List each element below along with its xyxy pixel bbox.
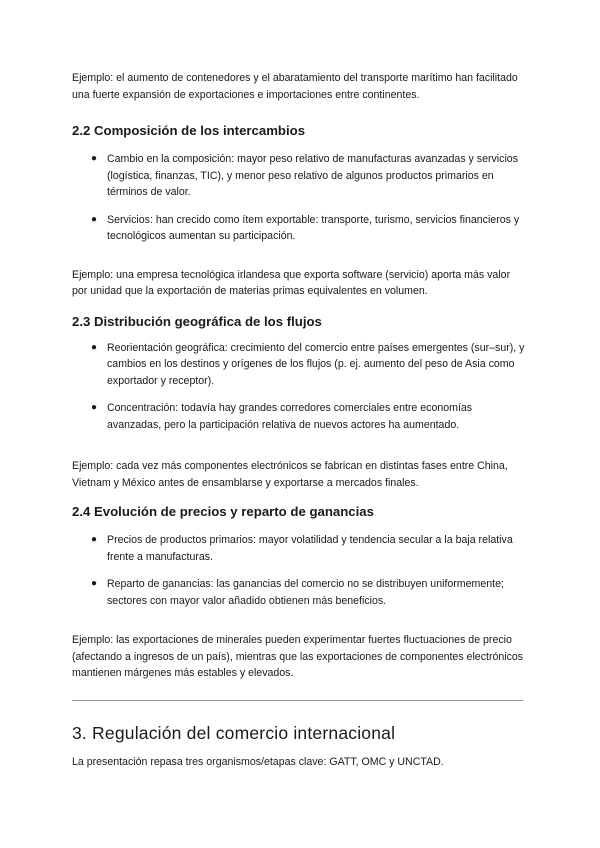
section-3-text: La presentación repasa tres organismos/etapas clave: GATT, OMC y UNCTAD.: [72, 755, 444, 768]
list-item: ● Precios de productos primarios: mayor volatilidad y tendencia secular a la baja relativa frente a manufacturas.: [91, 534, 513, 563]
bullet-list-2-2: [72, 151, 528, 245]
list-item: ● Reparto de ganancias: las ganancias del comercio no se distribuyen uniformemente; sectores con mayor valor añadido obtienen más beneficios.: [91, 578, 504, 607]
list-item: ● Reorientación geográfica: crecimiento del comercio entre países emergentes (sur–sur), y cambios en los destinos y orígenes de los flujos (p. ej. aumento del peso de Asia como exportador y receptor).: [91, 341, 525, 387]
bullet-icon: ●: [91, 153, 98, 164]
bullet-icon: ●: [91, 341, 98, 353]
bullet-icon: ●: [91, 534, 98, 545]
bullet-list-2-3: [72, 340, 528, 434]
bullet-icon: ●: [91, 213, 98, 225]
document-content: [72, 70, 528, 770]
intro-example: Ejemplo: el aumento de contenedores y el abaratamiento del transporte marítimo han facilitado una fuerte expansión de exportaciones e importaciones entre continentes.: [72, 72, 518, 101]
list-item: ● Servicios: han crecido como ítem exportable: transporte, turismo, servicios financieros y tecnológicos aumentan su participación.: [91, 213, 520, 242]
section-divider: [72, 700, 523, 701]
bullet-list-2-4: [72, 532, 528, 609]
heading-2-3: 2.3 Distribución geográfica de los flujos: [72, 313, 322, 329]
heading-2-4: 2.4 Evolución de precios y reparto de ganancias: [72, 504, 374, 519]
bullet-icon: ●: [91, 578, 98, 589]
heading-2-2: 2.2 Composición de los intercambios: [72, 123, 306, 138]
bullet-icon: ●: [91, 402, 98, 413]
list-item: ● Concentración: todavía hay grandes corredores comerciales entre economías avanzadas, pero la participación relativa de nuevos actores ha aumentado.: [91, 402, 473, 431]
list-item: ● Cambio en la composición: mayor peso relativo de manufacturas avanzadas y servicios (logística, finanzas, TIC), y menor peso relativo de algunos productos primarios en términos de valor.: [91, 153, 518, 198]
heading-3: 3. Regulación del comercio internacional: [72, 722, 396, 743]
example-2-3: Ejemplo: cada vez más componentes electrónicos se fabrican en distintas fases entre China, Vietnam y México antes de ensamblarse y exportarse a mercados finales.: [72, 460, 508, 489]
example-2-4: Ejemplo: las exportaciones de minerales pueden experimentar fuertes fluctuaciones de precio (afectando a ingresos de un país), mientras que las exportaciones de componentes electrónicos mantienen márgenes más estables y elevados.: [72, 634, 524, 679]
example-2-2: Ejemplo: una empresa tecnológica irlandesa que exporta software (servicio) aporta más valor por unidad que la exportación de materias primas equivalentes en volumen.: [72, 268, 511, 297]
